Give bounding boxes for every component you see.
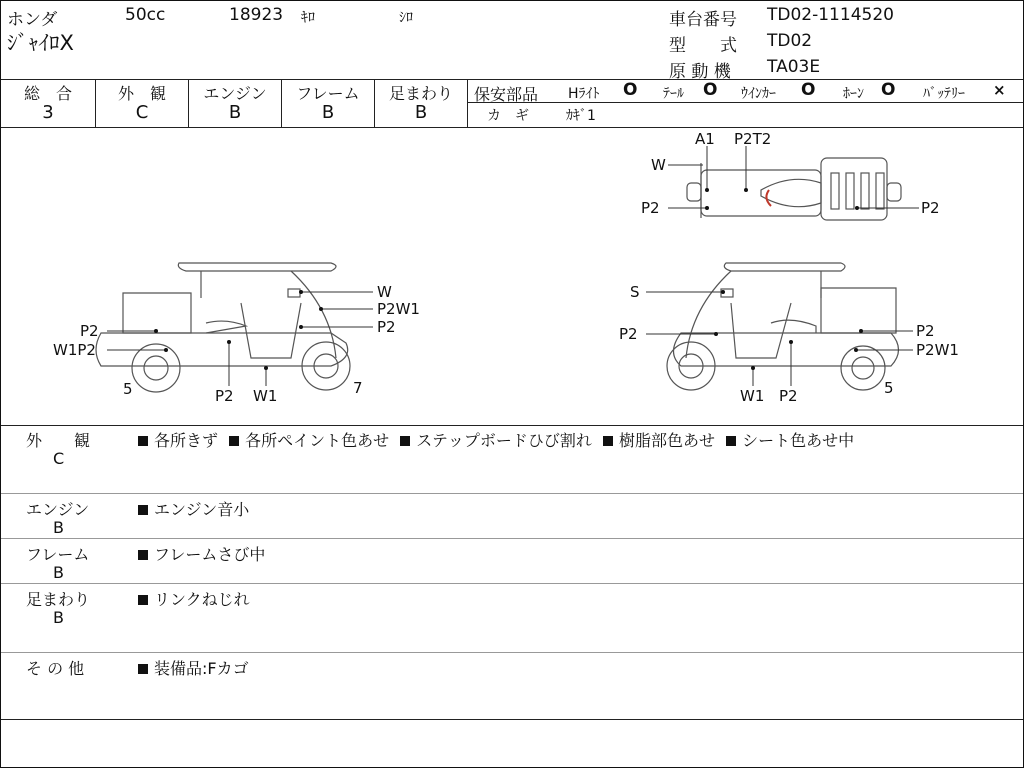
note-item: ステップボードひび割れ [416,431,592,450]
grade-label-engine: エンジン [203,84,267,103]
safety-tail-label: ﾃｰﾙ [663,86,684,102]
note-item: 各所きず [154,431,219,450]
grade-value-frame: B [321,102,335,123]
diagram-label: W [651,156,666,174]
scooter-top-view-icon [687,158,901,220]
scooter-right-side-icon [667,263,899,390]
note-item: フレームさび中 [154,545,266,564]
safety-parts-label: 保安部品 [474,85,539,104]
safety-horn-mark: O [881,80,896,100]
engine-value: TA03E [767,57,821,77]
diagram-label: 5 [123,380,133,398]
diagram-label: P2W1 [916,341,959,359]
section-exterior [1,425,1023,493]
grade-label-suspension: 足まわり [388,84,453,103]
diagram-label: 5 [884,379,894,397]
type-label: 型 式 [669,36,737,56]
maker: ホンダ [7,10,58,30]
grade-label-exterior: 外 観 [117,84,166,103]
diagram-label: P2 [215,387,234,405]
diagram-label: P2 [377,318,396,336]
grade-label-overall: 総 合 [23,84,72,103]
section-frame [1,539,1023,583]
section-title: 足まわり [26,590,91,609]
grade-value-overall: 3 [42,102,54,123]
divider [1,79,1023,80]
diagram-label: W1P2 [53,341,96,359]
engine-label: 原 動 機 [669,62,731,82]
safety-battery-label: ﾊﾞｯﾃﾘｰ [923,86,965,102]
diagram-label: A1 [695,130,715,148]
damage-mark-icon [766,190,771,206]
model-name: ｼﾞｬｲﾛX [7,31,74,55]
safety-horn-label: ﾎｰﾝ [843,86,864,102]
diagram-label: W1 [253,387,278,405]
section-engine [1,494,1023,538]
note-item: リンクねじれ [154,590,250,609]
diagram-label: P2 [916,322,935,340]
section-title: 外 観 [26,431,91,450]
mileage: 18923 [229,5,284,25]
note-item: 樹脂部色あせ [619,431,716,450]
diagram-label: W1 [740,387,765,405]
note-item: 装備品:Fカゴ [154,659,249,678]
safety-winker-mark: O [801,80,816,100]
body-color: ｼﾛ [399,10,413,26]
safety-winker-label: ｳｲﾝｶｰ [741,86,776,102]
grade-value-engine: B [228,102,242,123]
section-title: フレーム [26,545,90,564]
diagram-label: P2 [619,325,638,343]
diagram-label: S [630,283,640,301]
diagram-label: 7 [353,379,363,397]
frame-no-label: 車台番号 [669,10,737,30]
diagram-label: P2 [921,199,940,217]
section-grade: B [53,608,64,627]
grade-label-frame: フレーム [296,84,360,103]
diagram-label: P2 [779,387,798,405]
safety-battery-mark: × [993,81,1006,99]
section-title: そ の 他 [26,659,85,678]
displacement: 50cc [125,5,166,25]
section-title: エンジン [26,500,90,519]
section-grade: B [53,518,64,537]
key-value: ｶｷﾞ1 [566,108,596,124]
section-grade: B [53,563,64,582]
diagram-label: P2T2 [734,130,772,148]
grade-value-exterior: C [135,102,149,123]
note-item: 各所ペイント色あせ [245,431,390,450]
key-label: カ ギ [487,108,529,124]
safety-tail-mark: O [703,80,718,100]
diagram-label: P2W1 [377,300,420,318]
safety-headlight-label: Hﾗｲﾄ [568,86,600,102]
frame-no: TD02-1114520 [767,5,894,25]
grade-value-suspension: B [414,102,428,123]
safety-headlight-mark: O [623,80,638,100]
mileage-unit: ｷﾛ [301,10,315,26]
diagram-label: P2 [641,199,660,217]
diagram-label: W [377,283,392,301]
note-item: エンジン音小 [154,500,250,519]
note-item: シート色あせ中 [742,431,855,450]
diagram-label: P2 [80,322,99,340]
type-value: TD02 [767,31,813,51]
section-suspension [1,584,1023,652]
section-grade: C [53,449,65,468]
section-other [1,653,1023,719]
damage-diagram [1,128,1023,424]
